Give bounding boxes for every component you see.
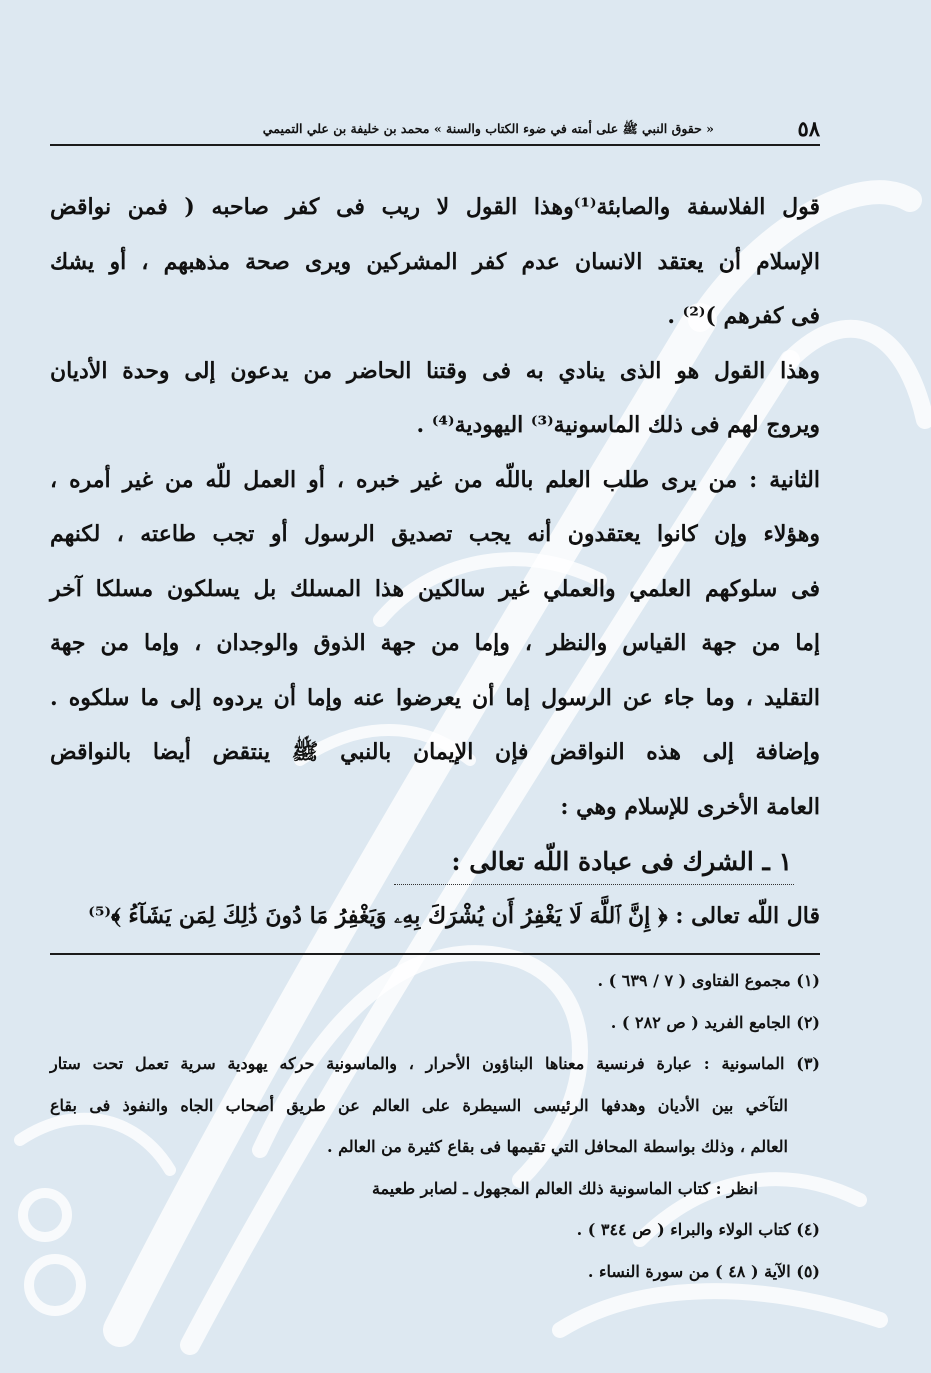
footnote-continuation: التآخي بين الأديان وهدفها الرئيسى السيطرة على العالم عن طريق أصحاب الجاه والنفوذ فى بقاع [50, 1095, 788, 1115]
text-line: وإضافة إلى هذه النواقض فإن الإيمان بالنبي ﷺ ينتقض أيضا بالنواقض [50, 739, 820, 765]
footnote: (٣) الماسونية : عبارة فرنسية معناها البناؤون الأحرار ، والماسونية حركه يهودية سرية تعمل تحت ستار [50, 1054, 820, 1073]
text-line: فى كفرهم )⁽²⁾ . [667, 303, 820, 329]
text-line: ويروج لهم فى ذلك الماسونية⁽³⁾ اليهودية⁽⁴⁾ . [416, 412, 820, 438]
text-line: فى سلوكهم العلمي والعملي غير سالكين هذا المسلك بل يسلكون مسلكا آخر [50, 575, 820, 602]
footnote: (١) مجموع الفتاوى ( ٧ / ٦٣٩ ) . [597, 971, 820, 990]
footnote: (٤) كتاب الولاء والبراء ( ص ٣٤٤ ) . [576, 1220, 820, 1239]
footnote: (٥) الآية ( ٤٨ ) من سورة النساء . [587, 1261, 820, 1281]
text-line: العامة الأخرى للإسلام وهي : [560, 793, 820, 820]
text-line: التقليد ، وما جاء عن الرسول إما أن يعرضوا عنه وإما أن يردوه إلى ما سلكوه . [50, 684, 820, 711]
footnote-continuation: العالم ، وذلك بواسطة المحافل التي تقيمها فى بقاع كثيرة من العالم . [326, 1137, 788, 1156]
text-line-content: من يرى طلب العلم باللّه من غير خبره ، أو العمل للّه من غير أمره ، [50, 466, 738, 493]
footnote-reference: انظر : كتاب الماسونية ذلك العالم المجهول ـ لصابر طعيمة [371, 1178, 758, 1198]
text-line: الإسلام أن يعتقد الانسان عدم كفر المشركين ويرى صحة مذهبهم ، أو يشك [50, 248, 820, 275]
section-lead: الثانية : [749, 466, 820, 493]
running-title: « حقوق النبي ﷺ على أمته في ضوء الكتاب والسنة » محمد بن خليفة بن علي التميمي [262, 121, 714, 136]
text-line: قول الفلاسفة والصابئة⁽¹⁾وهذا القول لا ريب فى كفر صاحبه ( فمن نواقض [50, 194, 820, 220]
quran-verse: ﴿ إِنَّ ٱللَّهَ لَا يَغْفِرُ أَن يُشْرَكَ بِهِۦ وَيَغْفِرُ مَا دُونَ ذَٰلِكَ لِمَن يَشَآءُ ﴾⁽⁵⁾ [88, 903, 668, 929]
verse-line [50, 889, 820, 943]
text-line: وهذا القول هو الذى ينادي به فى وقتنا الحاضر من يدعون إلى وحدة الأديان [50, 357, 820, 384]
footnote: (٢) الجامع الفريد ( ص ٢٨٢ ) . [610, 1012, 820, 1032]
section-heading: ١ ـ الشرك فى عبادة اللّه تعالى : [451, 847, 792, 876]
book-page [50, 0, 820, 1373]
footnotes [50, 960, 820, 1292]
page-number: ٥٨ [797, 116, 820, 141]
text-line [50, 453, 820, 508]
page-header [50, 110, 820, 146]
text-line: إما من جهة القياس والنظر ، وإما من جهة الذوق والوجدان ، وإما من جهة [50, 630, 820, 656]
text-line: وهؤلاء وإن كانوا يعتقدون أنه يجب تصديق الرسول أو تجب طاعته ، لكنهم [50, 521, 820, 547]
main-text [50, 180, 820, 943]
verse-intro: قال اللّه تعالى : [675, 903, 820, 929]
footnote-separator [50, 953, 820, 955]
